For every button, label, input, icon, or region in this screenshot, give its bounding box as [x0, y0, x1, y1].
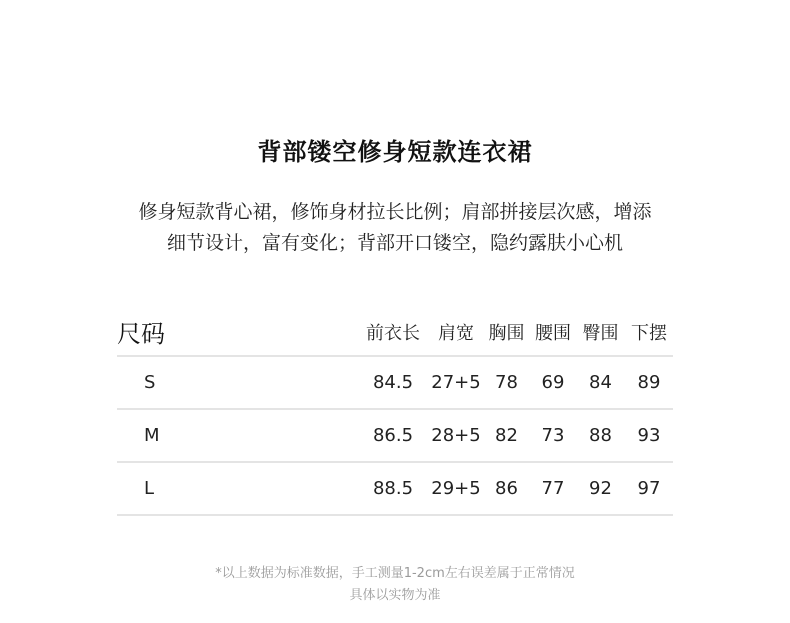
size-table: [117, 308, 673, 516]
table-cell: 88.5: [372, 478, 414, 499]
description-line: 细节设计，富有变化；背部开口镂空，隐约露肤小心机: [166, 232, 623, 254]
table-cell: 93: [637, 425, 661, 446]
column-header-shoulder: 肩宽: [438, 322, 474, 344]
measurement-note: [0, 563, 790, 607]
size-label: S: [144, 372, 156, 393]
table-cell: 29+5: [431, 478, 481, 499]
product-description: [0, 197, 790, 259]
table-cell: 77: [541, 478, 565, 499]
table-row: [117, 463, 673, 516]
table-cell: 92: [589, 478, 612, 499]
column-header-hip: 臀围: [582, 322, 619, 344]
note-line: *以上数据为标准数据，手工测量1-2cm左右误差属于正常情况: [215, 566, 575, 581]
table-header-row: [117, 308, 673, 357]
size-column-header: 尺码: [117, 320, 165, 348]
note-line: 具体以实物为准: [349, 588, 441, 603]
column-header-waist: 腰围: [535, 322, 571, 344]
table-cell: 27+5: [431, 372, 481, 393]
table-cell: 86.5: [372, 425, 414, 446]
table-cell: 82: [495, 425, 518, 446]
product-title: 背部镂空修身短款连衣裙: [257, 138, 533, 166]
column-header-hem: 下摆: [631, 322, 667, 344]
table-cell: 73: [541, 425, 565, 446]
table-cell: 78: [495, 372, 518, 393]
table-cell: 84: [589, 372, 612, 393]
table-cell: 84.5: [372, 372, 414, 393]
table-row: [117, 410, 673, 463]
table-cell: 69: [541, 372, 565, 393]
table-cell: 86: [495, 478, 518, 499]
table-row: [117, 357, 673, 410]
column-header-bust: 胸围: [488, 322, 525, 344]
size-label: L: [144, 478, 155, 499]
table-cell: 89: [637, 372, 661, 393]
column-header-length: 前衣长: [366, 322, 420, 344]
table-cell: 97: [637, 478, 661, 499]
size-label: M: [144, 425, 160, 446]
description-line: 修身短款背心裙，修饰身材拉长比例；肩部拼接层次感，增添: [138, 201, 652, 223]
table-cell: 28+5: [431, 425, 481, 446]
table-cell: 88: [589, 425, 612, 446]
